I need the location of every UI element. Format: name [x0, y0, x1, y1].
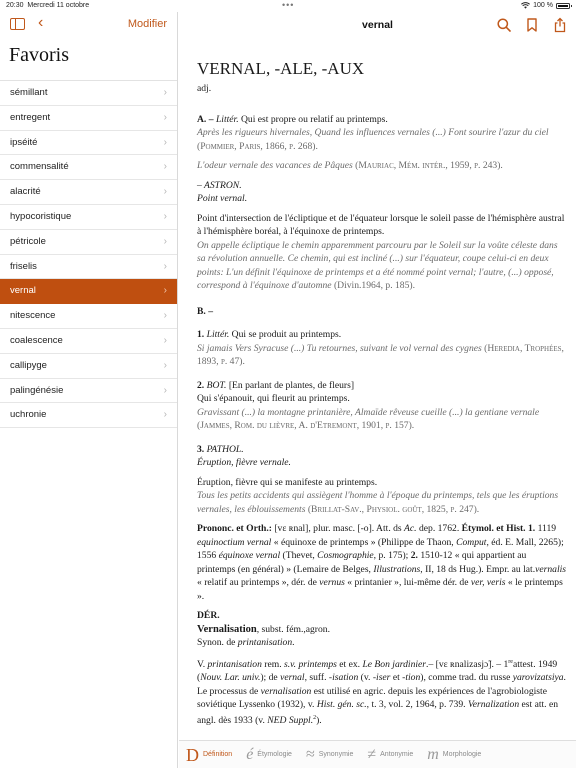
sense-3-def: Éruption, fièvre qui se manifeste au printemps.	[197, 476, 378, 488]
favorites-list	[0, 80, 177, 428]
pronunciation-etymology: Prononc. et Orth.: [vɛ ʀnal], plur. masc. [-o]. Att. ds Ac. dep. 1762. Étymol. et Hist. 1. 1119 equinoctium vernal « équinoxe de printemps » (Philippe de Thaon, Comput, éd. E. Mall, 2265); 1556 équinoxe vernal (Thevet, Cosmographie, p. 175); 2. 1510-12 « qui appartient au printemps (en général) » (Lemaire de Belges, Illustrations, II, 18 ds Hug.). Empr. au lat.vernalis « relatif au printemps », dér. de vernus « printanier », lui-même dér. de ver, veris « le printemps ».	[197, 523, 567, 602]
subdefinition: Point d'intersection de l'écliptique et de l'équateur lorsque le soleil passe de l'hémisphère austral à l'hémisphère boréal, à l'équinoxe de printemps.	[197, 212, 565, 237]
derivation-term: Vernalisation, subst. fém.,agron.	[197, 623, 330, 635]
main-panel	[179, 12, 576, 768]
derivation-label: DÉR.	[197, 610, 220, 621]
example: Gravissant (...) la montagne printanière, Almaïde rêveuse cueille (...) la gentiane vernale (Jammes, Rom. du lièvre, A. d'Etremont, 1901, p. 157).	[197, 406, 540, 431]
sense-2: 2. BOT. [En parlant de plantes, de fleurs]	[197, 379, 355, 391]
chevron-right-icon: ›	[163, 210, 167, 222]
share-icon[interactable]	[552, 17, 568, 33]
bottom-tab-bar	[179, 740, 576, 768]
chevron-right-icon: ›	[163, 310, 167, 322]
favorite-item-label: commensalité	[10, 161, 69, 173]
favorite-item-label: alacrité	[10, 186, 41, 198]
favorite-item-label: palingénésie	[10, 384, 64, 396]
wifi-icon	[521, 2, 530, 9]
tab-glyph-icon: ≠	[367, 745, 377, 763]
tab-label: Définition	[203, 751, 233, 758]
favorite-item[interactable]	[0, 155, 177, 180]
tab-glyph-icon: m	[427, 745, 439, 763]
favorite-item[interactable]	[0, 329, 177, 354]
favorite-item-label: vernal	[10, 285, 36, 297]
page-title: vernal	[362, 19, 393, 31]
favorite-item[interactable]	[0, 131, 177, 156]
chevron-right-icon: ›	[163, 260, 167, 272]
tab-glyph-icon: ≈	[305, 745, 315, 763]
favorite-item-label: uchronie	[10, 409, 47, 421]
favorite-item-label: nitescence	[10, 310, 56, 322]
chevron-right-icon: ›	[163, 285, 167, 297]
chevron-right-icon: ›	[163, 186, 167, 198]
favorite-item[interactable]	[0, 106, 177, 131]
favorite-item-label: ipséité	[10, 136, 38, 148]
chevron-right-icon: ›	[163, 136, 167, 148]
favorite-item[interactable]	[0, 354, 177, 379]
favorite-item-label: sémillant	[10, 87, 48, 98]
tab-label: Morphologie	[442, 751, 482, 758]
tab-glyph-icon: D	[186, 744, 199, 765]
tab-label: Synonymie	[318, 751, 354, 758]
bookmark-icon[interactable]	[524, 17, 540, 33]
derivation-synonym: Synon. de printanisation.	[197, 637, 295, 648]
tab-label: Antonymie	[380, 751, 414, 758]
tab-glyph-icon: é	[246, 745, 254, 763]
example: Tous les petits accidents qui assiègent l'homme à l'époque du printemps, tels que les éruptions vernales, les éblouissements (Brillat-Sav., Physiol. goût, 1825, p. 247).	[197, 490, 559, 515]
chevron-right-icon: ›	[163, 235, 167, 247]
sense-1: 1. Littér. Qui se produit au printemps.	[197, 329, 342, 340]
chevron-right-icon: ›	[163, 87, 167, 98]
tab-label: Étymologie	[257, 751, 292, 758]
chevron-right-icon: ›	[163, 409, 167, 421]
tab-antonymie[interactable]	[360, 747, 420, 763]
favorite-item-label: friselis	[10, 260, 37, 272]
section-b-label: B. –	[197, 305, 213, 317]
section-a-definition: A. – Littér. Qui est propre ou relatif au printemps.	[197, 113, 388, 125]
back-chevron-icon[interactable]: ‹	[38, 14, 44, 31]
sidebar-nav	[0, 12, 177, 40]
example: Si jamais Vers Syracuse (...) Tu retournes, suivant le vol vernal des cygnes (Heredia, Trophées, 1893, p. 47).	[197, 342, 564, 367]
headword: VERNAL, -ALE, -AUX	[197, 59, 365, 78]
favorite-item-label: hypocoristique	[10, 210, 72, 222]
favorite-item[interactable]	[0, 81, 177, 106]
chevron-right-icon: ›	[163, 384, 167, 396]
multitask-dots[interactable]: •••	[282, 0, 295, 10]
derivation-body: V. printanisation rem. s.v. printemps et ex. Le Bon jardinier.– [vɛ ʀnalizasjɔ̃]. – 1reattest. 1949 (Nouv. Lar. univ.); de vernal, suff. -isation (v. -iser et -tion), comme trad. du russe yarovizatsiya. Le processus de vernalisation est utilisé en agric. depuis les expériences de l'agrobiologiste soviétique Lyssenko (1932), v. Hist. gén. sc., t. 3, vol. 2, 1964, p. 739. Vernalization est att. en angl. dès 1933 (v. NED Suppl.$^2$).	[197, 658, 566, 726]
chevron-right-icon: ›	[163, 359, 167, 371]
sense-3: 3. PATHOL.	[197, 443, 244, 455]
main-nav	[179, 12, 576, 40]
favorite-item[interactable]	[0, 304, 177, 329]
subdomain-label: – ASTRON.	[197, 179, 242, 191]
part-of-speech: adj.	[197, 83, 212, 94]
favorite-item[interactable]	[0, 279, 177, 304]
battery-icon	[556, 3, 570, 9]
tab-definition[interactable]	[179, 744, 239, 765]
sidebar-title: Favoris	[9, 44, 69, 66]
favorite-item[interactable]	[0, 403, 177, 428]
tab-synonymie[interactable]	[299, 747, 360, 763]
battery-percent: 100 %	[533, 2, 553, 9]
sense-2-def: Qui s'épanouit, qui fleurit au printemps.	[197, 393, 350, 404]
favorite-item[interactable]	[0, 205, 177, 230]
modify-button[interactable]: Modifier	[127, 18, 167, 30]
definition-content	[197, 56, 567, 727]
favorite-item-label: callipyge	[10, 359, 47, 371]
favorite-item[interactable]	[0, 230, 177, 255]
favorite-item[interactable]	[0, 180, 177, 205]
example: On appelle écliptique le chemin apparemment parcouru par le Soleil sur la voûte céleste dans sa révolution annuelle. Ce chemin, qui est incliné (...) sur l'équateur, coupe celui-ci en deux points: L'un définit l'équinoxe de printemps et a été nommé point vernal; l'autre, (...) opposé, correspond à l'équinoxe d'automne (Divin.1964, p. 185).	[197, 239, 558, 291]
favorite-item[interactable]	[0, 379, 177, 404]
tab-etymologie[interactable]	[239, 747, 299, 763]
favorite-item-label: coalescence	[10, 334, 63, 346]
example: L'odeur vernale des vacances de Pâques (Mauriac, Mém. intér., 1959, p. 243).	[197, 160, 503, 171]
favorite-item-label: pétricole	[10, 235, 46, 247]
chevron-right-icon: ›	[163, 161, 167, 173]
sense-3-term: Éruption, fièvre vernale.	[197, 457, 291, 468]
chevron-right-icon: ›	[163, 334, 167, 346]
chevron-right-icon: ›	[163, 111, 167, 123]
subterm: Point vernal.	[197, 193, 248, 204]
example: Après les rigueurs hivernales, Quand les influences vernales (...) Font sourire l'azur du ciel (Pommier, Paris, 1866, p. 268).	[197, 127, 549, 152]
status-right	[521, 2, 570, 9]
status-time: 20:30 Mercredi 11 octobre	[6, 2, 90, 9]
sidebar-toggle-icon[interactable]	[10, 18, 25, 30]
search-icon[interactable]	[496, 17, 512, 33]
favorite-item-label: entregent	[10, 111, 51, 123]
sidebar	[0, 12, 178, 768]
status-bar	[0, 0, 576, 12]
favorite-item[interactable]	[0, 255, 177, 280]
tab-morphologie[interactable]	[420, 747, 488, 763]
